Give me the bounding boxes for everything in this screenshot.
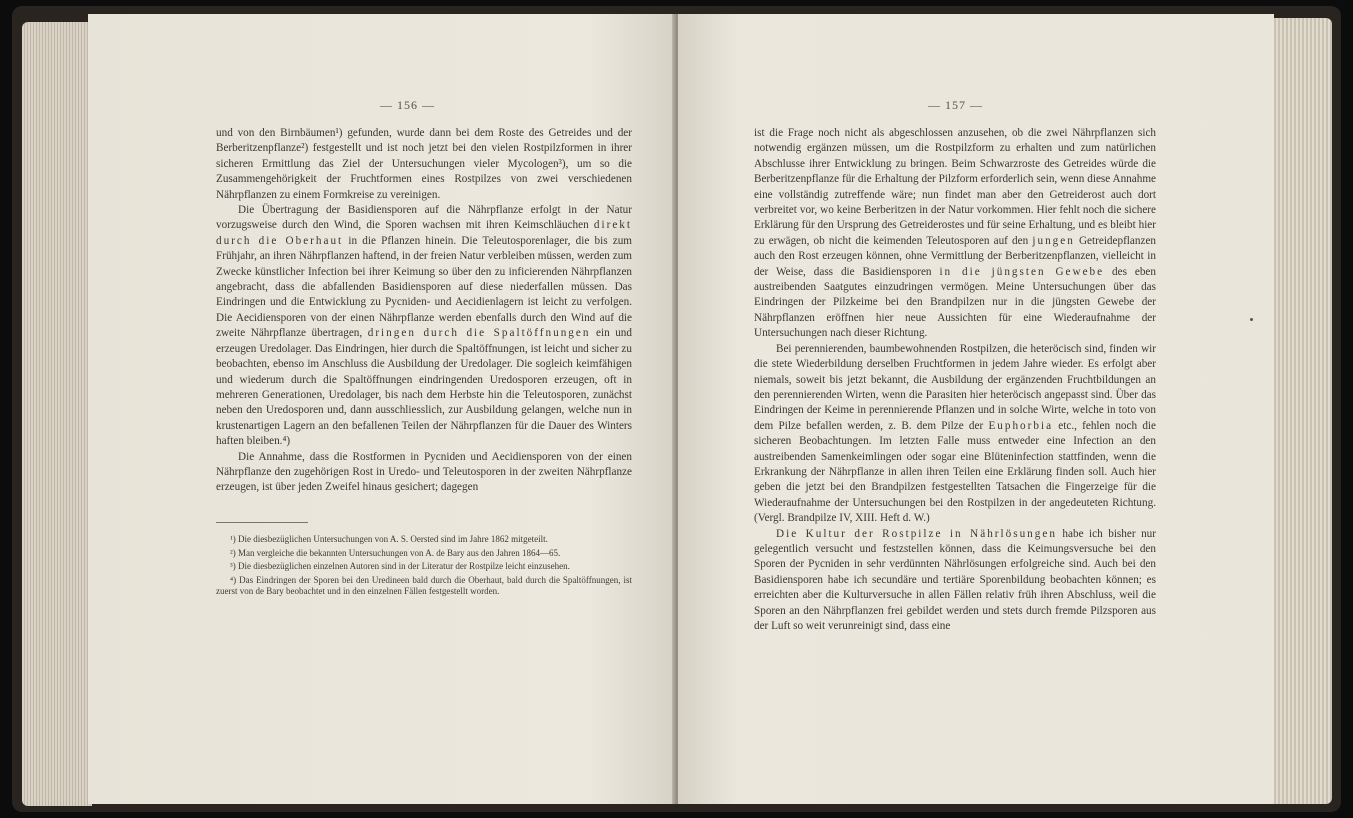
right-page (678, 14, 1274, 804)
right-page-edges (1270, 18, 1332, 804)
page-number-left: — 156 — (380, 98, 435, 112)
paragraph: Bei perennierenden, baumbewohnenden Rostpilzen, die heteröcisch sind, finden wir die stete Wiederbildung derselben Fruchtformen in jedem Jahre wieder. Es erfolgt aber niemals, soweit bis jetzt bekannt, die Ausbildung der ergänzenden Fruchtbildungen an den perennierenden Wirten, wenn die Parasiten hier heteröcisch angepasst sind. Über das Eindringen der Keime in perennierende Pflanzen und in solche Wirte, welche in toto von dem Pilze befallen werden, z. B. dem Pilze der Euphorbia etc., fehlen noch die sicheren Beobachtungen. Im letzten Falle muss entweder eine Infection an den austreibenden Samenkeimlingen oder sogar eine Blüteninfection stattfinden, wenn die Erkrankung der Nährpflanze in allen ihren Teilen eine Erklärung finden soll. Auch hier geben die jetzt bei den Brandpilzen festgestellten Tatsachen die Fingerzeige für die Wiederaufnahme der Untersuchungen bei den Rostpilzen in der angedeuteten Richtung. (Vergl. Brandpilze IV, XIII. Heft d. W.) (754, 342, 1156, 525)
page-number-right: — 157 — (928, 98, 983, 112)
footnote: ¹) Die diesbezüglichen Untersuchungen von A. S. Oersted sind im Jahre 1862 mitgeteilt. (230, 534, 548, 544)
footnotes (216, 534, 632, 600)
paragraph: Die Kultur der Rostpilze in Nährlösungen habe ich bisher nur gelegentlich versucht und festzstellen können, dass die Keimungsversuche bei den Sporen der Pycniden in sehr verdünnten Nährlösungen erfolgreiche sind. Auch bei den Basidiensporen habe ich secundäre und tertiäre Sporenbildung beobachten können; es erreichten aber die Kulturversuche in allen Fällen relativ früh ihren Abschluss, weil die Sporen an den Nährpflanzen frei gebildet werden und stets durch fremde Pilzsporen aus der Luft so weit verunreinigt sind, dass eine (754, 527, 1156, 632)
footnote-rule (216, 522, 308, 523)
left-page-edges (22, 22, 92, 806)
footnote: ²) Man vergleiche die bekannten Untersuchungen von A. de Bary aus den Jahren 1864—65. (230, 547, 561, 558)
paragraph: Die Annahme, dass die Rostformen in Pycniden und Aecidiensporen von der einen Nährpflanze den zugehörigen Rost in Uredo- und Teleutosporen in der zweiten Nährpflanze erzeugen, ist über jeden Zweifel hinaus gesichert; dagegen (216, 450, 632, 494)
paragraph: Die Übertragung der Basidiensporen auf die Nährpflanze erfolgt in der Natur vorzugsweise durch den Wind, die Sporen wachsen mit ihren Keimschläuchen direkt durch die Oberhaut in die Pflanzen hinein. Die Teleutosporenlager, die bis zum Frühjahr, an ihren Nährpflanzen haftend, in der freien Natur verbleiben müssen, werden zum Zwecke künstlicher Infection bei ihrer Keimung so über den zu inficierenden Nährpflanzen angebracht, dass die abfallenden Basidiensporen auf diese niederfallen müssen. Das Eindringen und die Entwicklung zu Pycniden- und Aecidienlagern ist leicht zu verfolgen. Die Aecidiensporen von der einen Nährpflanze werden ebenfalls durch den Wind auf die zweite Nährpflanze übertragen, dringen durch die Spaltöffnungen ein und erzeugen Uredolager. Das Eindringen, hier durch die Spaltöffnungen, ist leicht und sicher zu beobachten, ebenso im Anschluss die Ausbildung der Uredolager. Die sogleich keimfähigen und wiederum durch die Spaltöffnungen eindringenden Uredosporen erzeugen, oft in mehreren Generationen, Uredolager, bis nach dem Herbste hin die Teleutosporen, zunächst neben den Uredosporen und, dann ausschliesslich, zur Ausbildung gelangen, welche nun in krustenartigen Lagern an den befallenen Teilen der Nährpflanzen für die Dauer des Winters haften bleiben.⁴) (216, 204, 633, 448)
emphasis: in die jüngsten Gewebe (939, 265, 1105, 278)
paragraph: und von den Birnbäumen¹) gefunden, wurde dann bei dem Roste des Getreides und der Berberitzenpflanze²) festgestellt und ist noch jetzt bei den vielen Rostpilzformen in ihrer sicheren Ermittlung das Ziel der Untersuchungen vieler Mycologen³), um so die Zusammengehörigkeit der Fruchtformen eines Rostpilzes von zwei verschiedenen Nährpflanzen zu einem Formkreise zu vereinigen. (216, 127, 632, 201)
emphasis: Die Kultur der Rostpilze in Nährlösungen (776, 527, 1057, 540)
emphasis: Euphorbia (988, 419, 1054, 432)
emphasis: direkt durch die Oberhaut (216, 219, 632, 247)
emphasis: dringen durch die Spaltöffnungen (367, 327, 591, 340)
paragraph: ist die Frage noch nicht als abgeschlossen anzusehen, ob die zwei Nährpflanzen sich notwendig ergänzen müssen, um die Rostpilzform zu erhalten und zum natürlichen Abschlusse ihrer Entwicklung zu bringen. Beim Schwarzroste des Getreides würde die Berberitzenpflanze für die Erhaltung der Pilzform erforderlich sein, wenn diese Annahme eine vollständig zutreffende wäre; nun findet man aber den Getreiderost auch dort verbreitet vor, wo keine Berberitzen in der Natur vorkommen. Hier fehlt noch die sichere Erklärung für den Ursprung des Getreiderostes und für seine Erhaltung, und es bleibt hier zu erwägen, ob nicht die keimenden Teleutosporen auf den jungen Getreidepflanzen auch den Rost erzeugen können, ohne Vermittlung der Berberitzenpflanzen, vielleicht in der Weise, dass die Basidiensporen in die jüngsten Gewebe des eben austreibenden Saatgutes einzudringen vermögen. Meine Untersuchungen über das Eindringen der Pilzkeime bei den Brandpilzen nur in die jüngsten Gewebe der Nährpflanzen eröffnen hier neue Aussichten für eine Wiederaufnahme der Untersuchungen nach dieser Richtung. (754, 127, 1157, 340)
right-page-body (754, 126, 1156, 634)
left-page-body (216, 126, 632, 496)
footnote: ⁴) Das Eindringen der Sporen bei den Uredineen bald durch die Oberhaut, bald durch die Spaltöffnungen, ist zuerst von de Bary beobachtet und in den einzelnen Fällen festgestellt worden. (216, 574, 632, 597)
ink-speck (1250, 318, 1253, 321)
emphasis: jungen (1032, 234, 1075, 247)
footnote: ³) Die diesbezüglichen einzelnen Autoren sind in der Literatur der Rostpilze leicht einzusehen. (230, 561, 570, 572)
left-page (88, 14, 676, 804)
